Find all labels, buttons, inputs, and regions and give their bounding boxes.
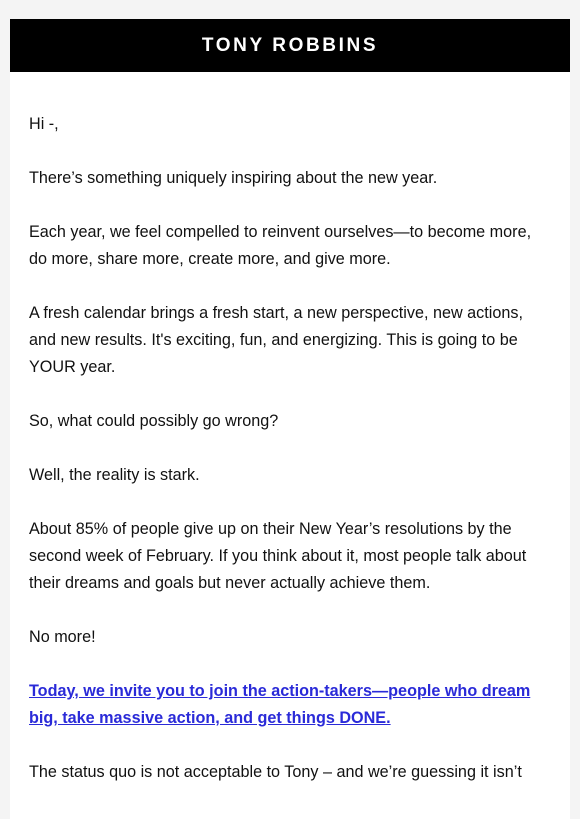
paragraph-2: Each year, we feel compelled to reinvent ourselves—to become more, do more, share more, create more, and give more. bbox=[29, 223, 532, 268]
email-container bbox=[10, 19, 570, 819]
paragraph-7: No more! bbox=[29, 628, 96, 646]
paragraph-trailing: The status quo is not acceptable to Tony – and we’re guessing it isn’t bbox=[29, 763, 522, 781]
cta-paragraph bbox=[29, 678, 551, 732]
email-header bbox=[10, 19, 570, 72]
cta-link[interactable]: Today, we invite you to join the action-takers—people who dream big, take massive action, and get things DONE. bbox=[29, 682, 531, 727]
paragraph-6: About 85% of people give up on their New Year’s resolutions by the second week of February. If you think about it, most people talk about their dreams and goals but never actually achieve them. bbox=[29, 520, 527, 592]
paragraph-5: Well, the reality is stark. bbox=[29, 466, 200, 484]
paragraph-1: There’s something uniquely inspiring about the new year. bbox=[29, 169, 438, 187]
greeting: Hi -, bbox=[29, 115, 59, 133]
paragraph-3: A fresh calendar brings a fresh start, a new perspective, new actions, and new results. It's exciting, fun, and energizing. This is going to be YOUR year. bbox=[29, 304, 523, 376]
brand-logo-text: TONY ROBBINS bbox=[201, 34, 379, 56]
email-body bbox=[10, 72, 570, 786]
paragraph-4: So, what could possibly go wrong? bbox=[29, 412, 279, 430]
